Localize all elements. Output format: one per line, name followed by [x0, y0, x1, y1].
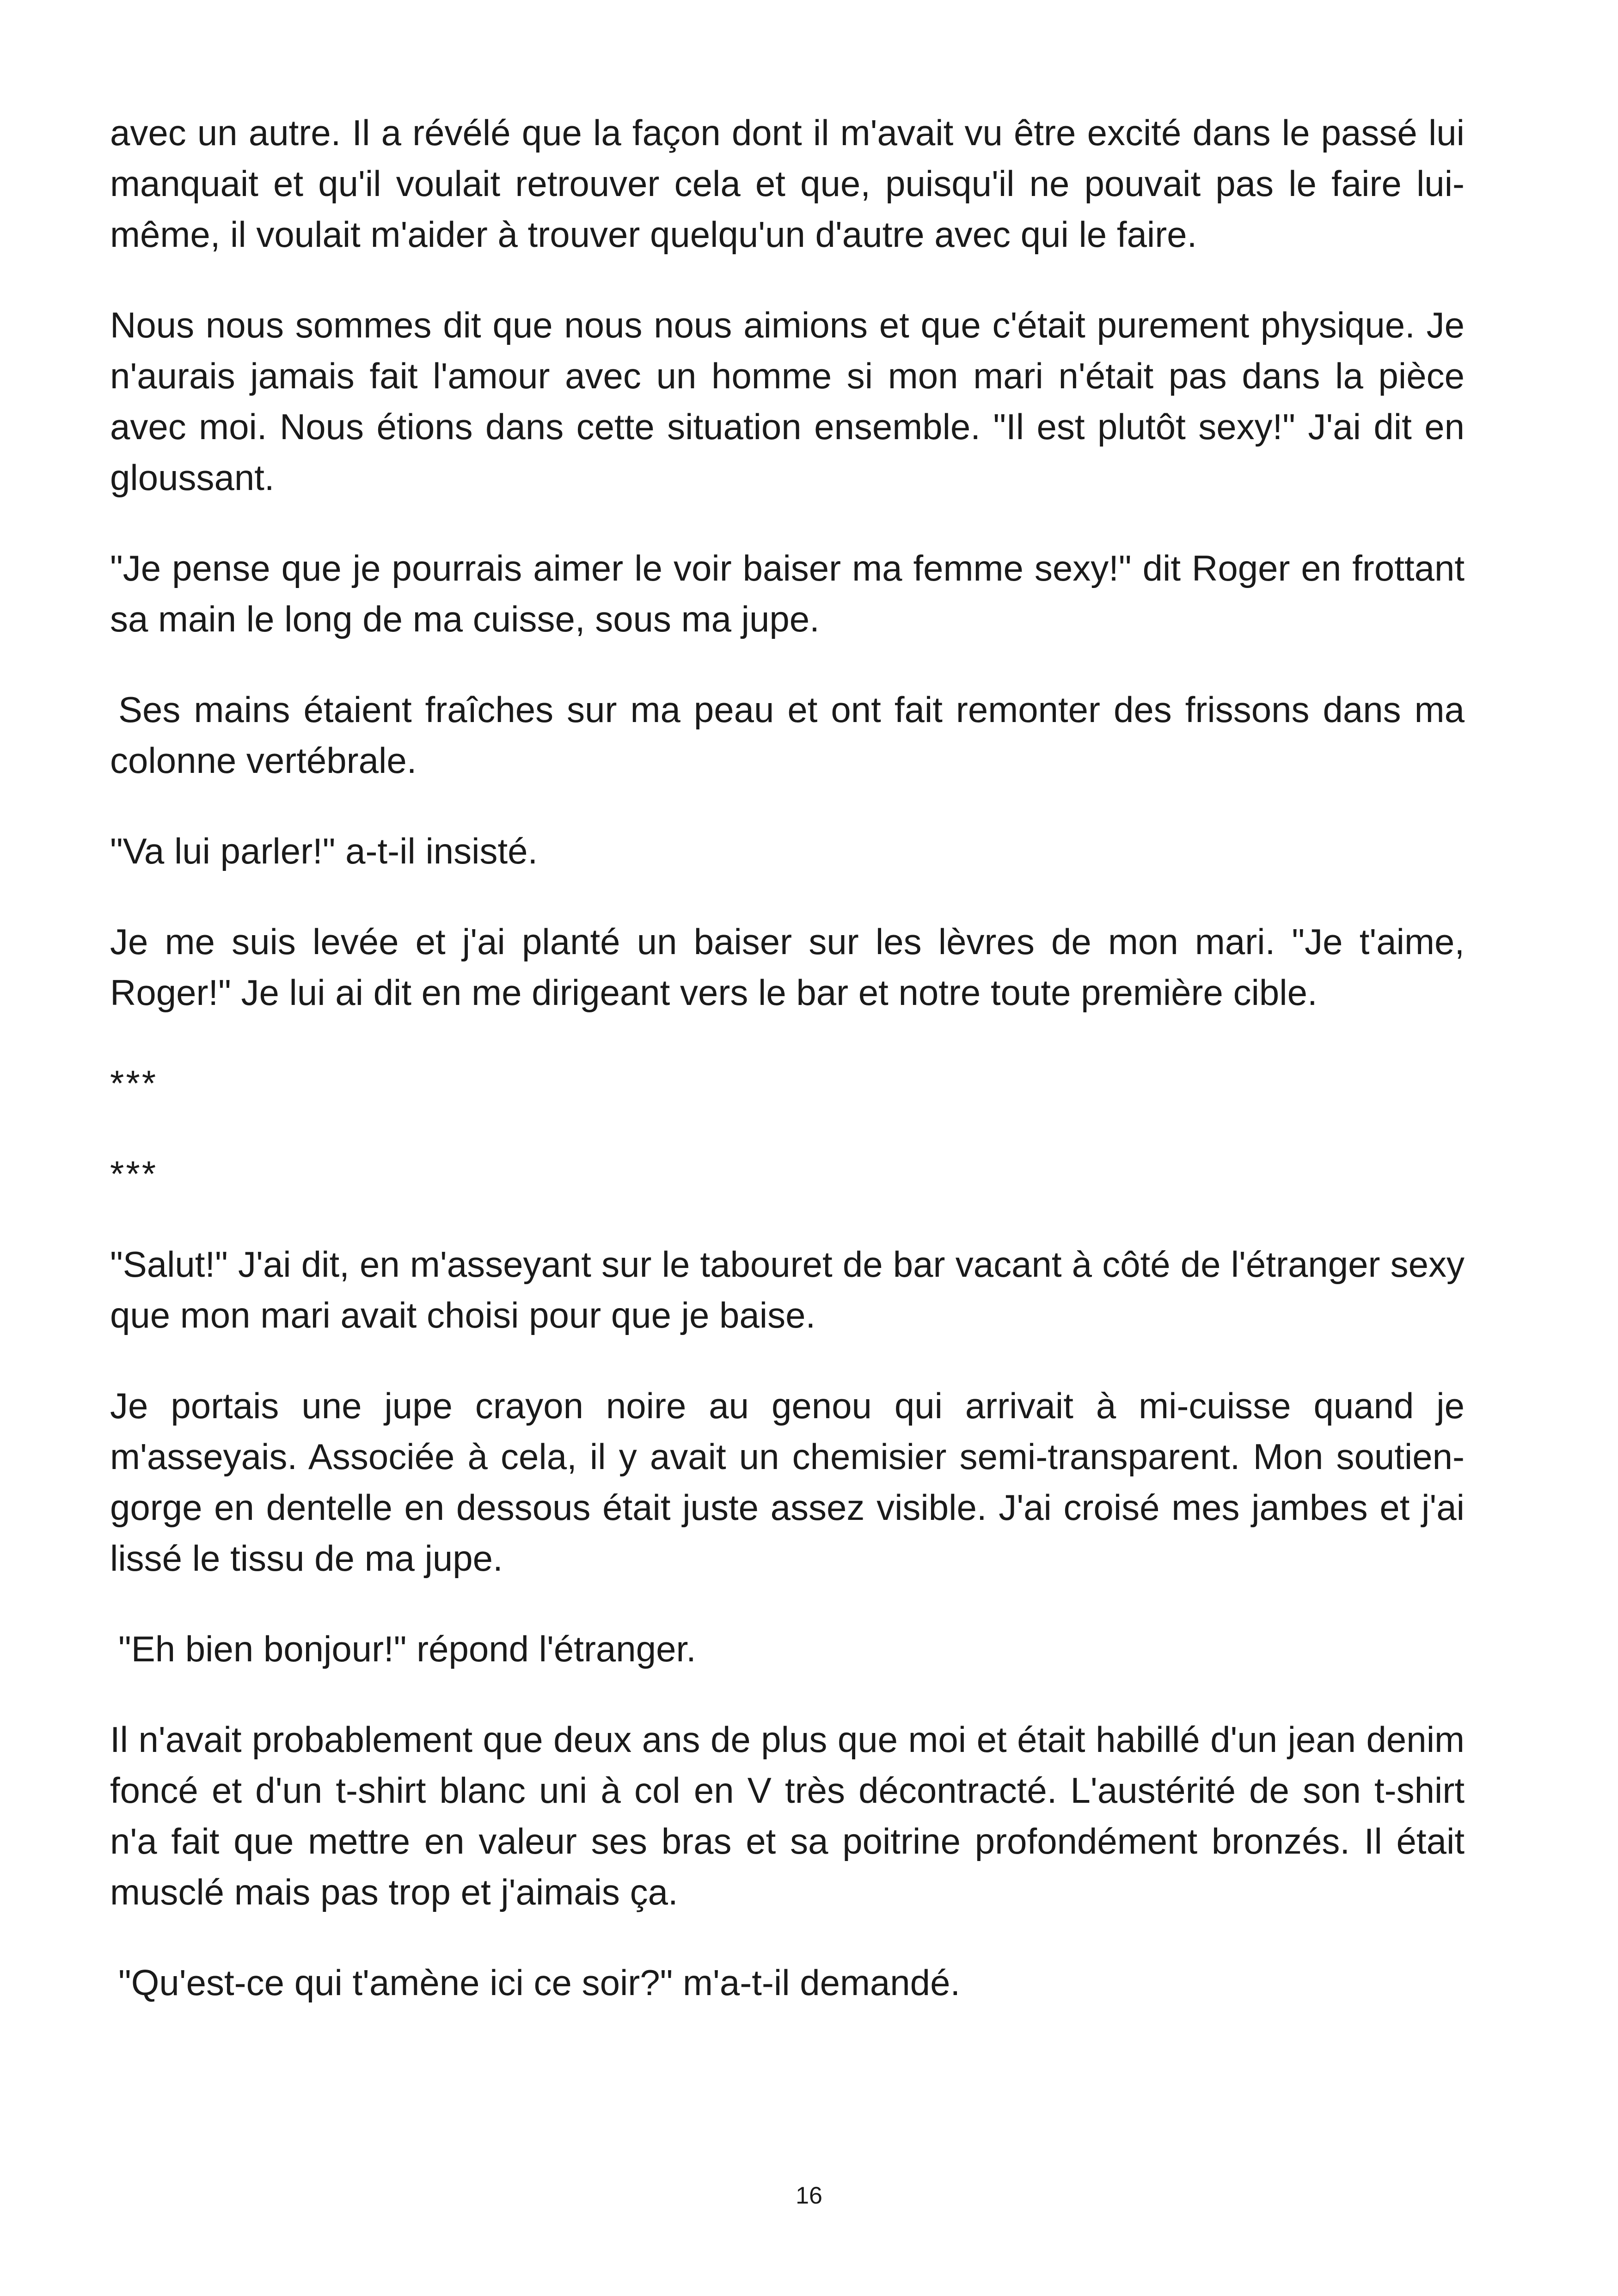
paragraph: Je me suis levée et j'ai planté un baiser sur les lèvres de mon mari. "Je t'aime, Roger!" Je lui ai dit en me dirigeant vers le bar et notre toute première cible. [110, 921, 1465, 1013]
paragraph: Je portais une jupe crayon noire au genou qui arrivait à mi-cuisse quand je m'asseyais. Associée à cela, il y avait un chemisier semi-transparent. Mon soutien-gorge en dentelle en dessous était juste assez visible. J'ai croisé mes jambes et j'ai lissé le tissu de ma jupe. [110, 1385, 1465, 1579]
paragraph: Ses mains étaient fraîches sur ma peau et ont fait remonter des frissons dans ma colonne vertébrale. [110, 689, 1465, 781]
page-number: 16 [796, 2182, 822, 2209]
scene-separator: *** [110, 1063, 158, 1103]
paragraph: "Eh bien bonjour!" répond l'étranger. [118, 1629, 696, 1669]
paragraph: avec un autre. Il a révélé que la façon dont il m'avait vu être excité dans le passé lui manquait et qu'il voulait retrouver cela et que, puisqu'il ne pouvait pas le faire lui-même, il voulait m'aider à trouver quelqu'un d'autre avec qui le faire. [110, 112, 1465, 255]
paragraph: "Qu'est-ce qui t'amène ici ce soir?" m'a-t-il demandé. [118, 1962, 961, 2003]
scene-separator: *** [110, 1153, 158, 1194]
paragraph: Il n'avait probablement que deux ans de plus que moi et était habillé d'un jean denim foncé et d'un t-shirt blanc uni à col en V très décontracté. L'austérité de son t-shirt n'a fait que mettre en valeur ses bras et sa poitrine profondément bronzés. Il était musclé mais pas trop et j'aimais ça. [110, 1719, 1465, 1912]
paragraph: "Salut!" J'ai dit, en m'asseyant sur le tabouret de bar vacant à côté de l'étranger sexy que mon mari avait choisi pour que je baise. [110, 1244, 1465, 1335]
paragraph: "Va lui parler!" a-t-il insisté. [110, 831, 538, 871]
document-page [110, 107, 1465, 2048]
paragraph: Nous nous sommes dit que nous nous aimions et que c'était purement physique. Je n'aurais jamais fait l'amour avec un homme si mon mari n'était pas dans la pièce avec moi. Nous étions dans cette situation ensemble. "Il est plutôt sexy!" J'ai dit en gloussant. [110, 305, 1465, 498]
paragraph: "Je pense que je pourrais aimer le voir baiser ma femme sexy!" dit Roger en frottant sa main le long de ma cuisse, sous ma jupe. [110, 548, 1465, 639]
